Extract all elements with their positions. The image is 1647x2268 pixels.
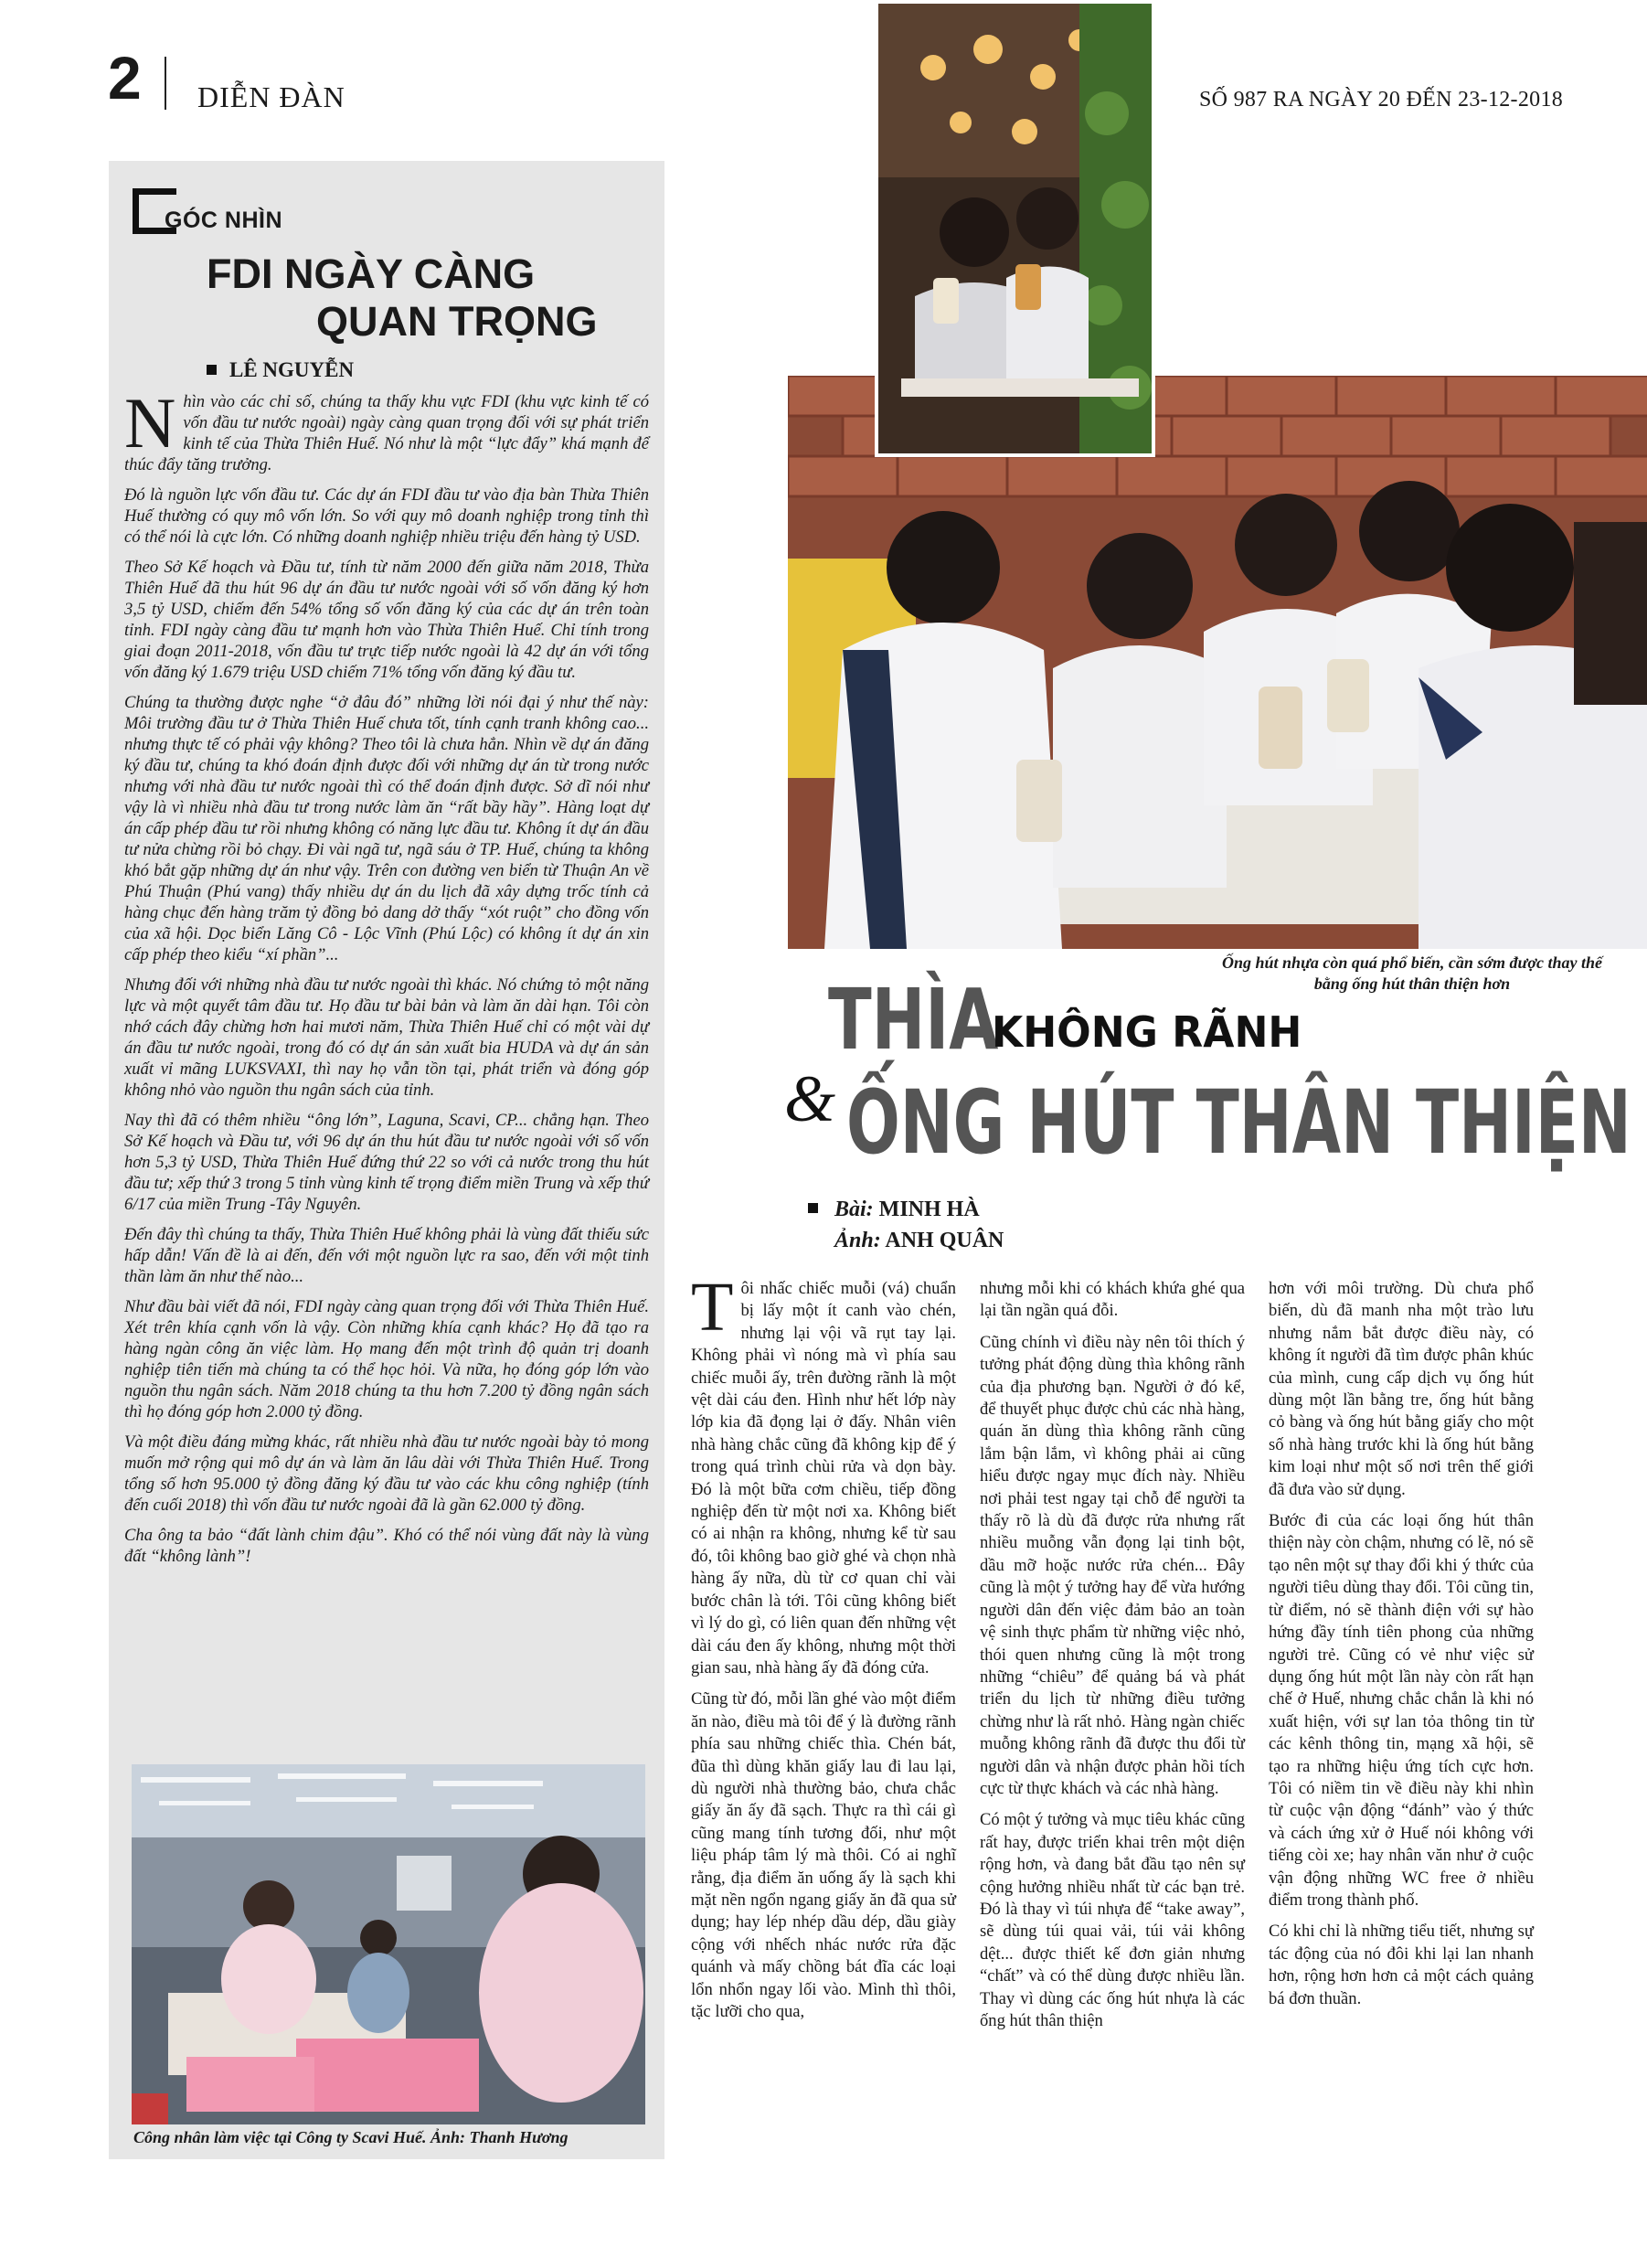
kicker-label: GÓC NHÌN [165,208,282,233]
cafe-photo-illustration [878,4,1152,453]
headline-thia: THÌA [828,971,999,1069]
page-number: 2 [108,44,142,112]
factory-workers-photo [132,1764,645,2124]
author-name: MINH HÀ [878,1198,980,1221]
students-photo-illustration [788,376,1647,949]
paragraph: Cũng từ đó, mỗi lần ghé vào một điểm ăn nào, điều mà tôi để ý là đường rãnh phía sau những chiếc thìa. Chén bát, đũa thì dùng khăn giấy lau đi lau lại, dù người nhà thường bảo, chưa chắc giấy ăn ấy đã sạch. Thực ra thì cái gì cũng mang tính tương đối, như một liệu pháp tâm lý mà thôi. Có ai nghĩ rằng, địa điểm ăn uống ấy là sạch khi mặt nền ngổn ngang giấy ăn đã qua sử dụng; hay lép nhép dầu dép, dầu giày cộng với nhếch nhác nước rửa đặc quánh và mấy chồng bát đĩa các loại lổn nhổn ngay lối vào. Mình thì thôi, tặc lưỡi cho qua, [691,1689,956,2021]
paragraph: Có khi chỉ là những tiểu tiết, nhưng sự tác động của nó đôi khi lại lan nhanh hơn, rộng hơn hơn cả một cách quảng bá đơn thuần. [1269,1922,1534,2008]
students-photo [788,376,1647,949]
author-label: Bài: [834,1198,874,1221]
paragraph-text: hìn vào các chỉ số, chúng ta thấy khu vực FDI (khu vực kinh tế có vốn đầu tư nước ngoài) ngày càng quan trọng đối với sự phát triển kinh tế của Thừa Thiên Huế. Nó như là một “lực đẩy” khá mạnh để thúc đẩy tăng trưởng. [124,392,649,474]
paragraph [124,383,649,475]
photographer-name: ANH QUÂN [885,1229,1004,1252]
paragraph: Nhưng đối với những nhà đầu tư nước ngoài thì khác. Nó chứng tỏ một năng lực và một quyết tâm đầu tư. Họ đầu tư bài bản và làm ăn dài hạn. Tôi còn nhớ cách đây chừng hơn hai mươi năm, Thừa Thiên Huế chỉ có một vài dự án đầu tư nước ngoài, trong đó có dự án sản xuất bia HUDA và dự án sản xuất vỉ mãng LUKSVAXI, thì nay họ vẫn tồn tại, phát triển và đóng góp không nhỏ vào nguồn thu ngân sách của tỉnh. [124,975,649,1100]
dropcap: T [691,1269,734,1346]
left-byline: LÊ NGUYỄN [207,358,354,382]
cafe-photo [875,0,1155,457]
left-title-line-1: FDI NGÀY CÀNG [207,250,536,297]
paragraph: Bước đi của các loại ống hút thân thiện này còn chậm, nhưng có lẽ, nó sẽ tạo nên một sự thay đổi khi ý thức của người tiêu dùng thay đổi. Tôi cũng tin, từ điểm, nó sẽ thành điện với sự hào hứng đầy tính tiên phong của những người trẻ. Cũng có vẻ như việc sử dụng ống hút một lần này còn rất hạn chế ở Huế, nhưng chắc chắn là khi nó xuất hiện, với sự lan tỏa thông tin từ các kênh thông tin, mạng xã hội, sẽ tạo ra những hiệu ứng tích cực hơn. Tôi có niềm tin về điều này khi nhìn từ cuộc vận động “đánh” vào ý thức và cách ứng xử ở Huế nói không với tiếng còi xe; hay nhân văn như ở cuộc vận động những WC free ở nhiều điểm trong thành phố. [1269,1511,1534,1910]
paragraph-text: ôi nhấc chiếc muỗi (vá) chuẩn bị lấy một ít canh vào chén, nhưng lại vội vã rụt tay lại. Không phải vì nóng mà vì phía sau chiếc muỗi ấy, trên đường rãnh là một vệt dài cáu đen. Hình như hết lớp này lớp kia đã đọng lại ở đấy. Nhân viên nhà hàng chắc cũng đã không kịp để ý trong quá trình chùi rửa và dọn bày. Đó là một bữa cơm chiều, tiếp đồng nghiệp đến từ một nơi xa. Không biết có ai nhận ra không, nhưng kể từ sau đó, tôi không bao giờ ghé và chọn nhà hàng ấy nữa, dù từ cơ quan chỉ vài bước chân là tới. Tôi cũng không biết vì lý do gì, có liên quan đến những vệt dài cáu đen ấy không, nhưng một thời gian sau, nhà hàng ấy đã đóng cửa. [691,1279,956,1677]
paragraph: Có một ý tưởng và mục tiêu khác cũng rất hay, được triển khai trên một diện rộng hơn, và đang bắt đầu tạo nên sự cộng hưởng nhiều nhất từ các bạn trẻ. Đó là thay vì túi nhựa để “take away”, sẽ dùng túi quai vải, túi vải không dệt... được thiết kế đơn giản nhưng “chất” và có thể dùng được nhiều lần. Thay vì dùng các ống hút nhựa là các ống hút thân thiện [980,1810,1245,2030]
paragraph: Chúng ta thường được nghe “ở đâu đó” những lời nói đại ý như thế này: Môi trường đầu tư ở Thừa Thiên Huế chưa tốt, tính cạnh tranh không cao... nhưng thực tế có phải vậy không? Theo tôi là chưa hẳn. Nhìn về dự án đăng ký đầu tư, chúng ta khó đoán định được đối với những dự án từ trong nước nhưng với nhà đầu tư nước ngoài thì có thể đoán định được. Sở dĩ nói như vậy là vì nhiều nhà đầu tư trong nước làm ăn “rất bầy hầy”. Hàng loạt dự án cấp phép đầu tư rồi nhưng không có năng lực đầu tư. Không ít dự án đầu tư nửa chừng rồi bỏ chạy. Đi vài ngã tư, ngã sáu ở TP. Huế, chúng ta không khó bắt gặp những dự án như vậy. Trên con đường ven biển từ Thuận An về Phú Thuận (Phú vang) thấy nhiều dự án du lịch đã xây dựng trốc tính cả hàng chục đến hàng trăm tỷ đồng bỏ dang dở thấy “xót ruột” cho đồng vốn của xã hội. Dọc biển Lăng Cô - Lộc Vĩnh (Phú Lộc) có không ít dự án xin cấp phép theo kiểu “xí phần”... [124,693,649,964]
paragraph: nhưng mỗi khi có khách khứa ghé qua lại tần ngần quá đỗi. [980,1279,1245,1321]
issue-date: SỐ 987 RA NGÀY 20 ĐẾN 23-12-2018 [1199,88,1564,112]
photo-label: Ảnh: [834,1229,881,1252]
headline-ong-hut: ỐNG HÚT THÂN THIỆN [846,1071,1631,1174]
dropcap: N [124,383,176,463]
article-column-2 [980,1278,1245,2041]
section-title: DIỄN ĐÀN [197,80,345,113]
paragraph: Theo Sở Kế hoạch và Đầu tư, tính từ năm 2000 đến giữa năm 2018, Thừa Thiên Huế đã thu hút 96 dự án đầu tư nước ngoài với số vốn đăng ký hơn 3,5 tỷ USD, chiếm đến 54% tổng số vốn đăng ký của các dự án trên toàn tỉnh. FDI ngày càng đầu tư mạnh hơn vào Thừa Thiên Huế. Chỉ tính trong giai đoạn 2011-2018, vốn đầu tư trực tiếp nước ngoài là 42 dự án với tổng vốn đăng ký 1.679 triệu USD chiếm 71% tổng vốn đăng ký đầu tư. [124,558,649,682]
article-column-1 [691,1269,956,2032]
left-title-line-2: QUAN TRỌNG [316,297,598,345]
article-column-3 [1269,1278,1534,2019]
factory-photo-caption: Công nhân làm việc tại Công ty Scavi Huế. Ảnh: Thanh Hương [133,2128,568,2146]
paragraph: Và một điều đáng mừng khác, rất nhiều nhà đầu tư nước ngoài bày tỏ mong muốn mở rộng qui mô dự án và làm ăn lâu dài với Thừa Thiên Huế. Trong tổng số hơn 95.000 tỷ đồng đăng ký đầu tư vào các khu công nghiệp (tính đến cuối 2018) thì vốn đầu tư nước ngoài đã là gần 62.000 tỷ đồng. [124,1432,649,1515]
photo-credit [808,1225,1004,1256]
left-article-title [201,250,640,346]
author-credit [808,1194,1004,1225]
headline-khong-ranh: KHÔNG RÃNH [992,1007,1302,1057]
headline-ampersand: & [784,1062,836,1135]
factory-photo-illustration [132,1764,645,2124]
paragraph: Như đầu bài viết đã nói, FDI ngày càng quan trọng đối với Thừa Thiên Huế. Xét trên khía cạnh vốn là vậy. Còn những khía cạnh khác? Họ đã tạo ra hàng ngàn công ăn việc làm. Họ mang đến một trình độ quản trị doanh nghiệp tiên tiến mà chúng ta có thể học hỏi. Và nữa, họ đóng góp lớn vào nguồn thu ngân sách. Năm 2018 chúng ta thu hơn 7.200 tỷ đồng ngân sách thì họ đóng góp hơn 2.000 tỷ đồng. [124,1297,649,1421]
paragraph: Cũng chính vì điều này nên tôi thích ý tưởng phát động dùng thìa không rãnh của địa phương bạn. Người ở đó kể, để thuyết phục được chủ các nhà hàng, quán ăn dùng thìa không rãnh cũng lắm bận lắm, vì không phải ai cũng hiểu được ngay mục đích này. Nhiều nơi phải test ngay tại chỗ để người ta thấy rõ là dù đã được rửa nhưng rất nhiều muỗng vẫn đọng lại tinh bột, dầu mỡ hoặc nước rửa chén... Đây cũng là một ý tưởng hay để vừa hướng người dân đến việc đảm bảo an toàn vệ sinh thực phẩm từ những việc nhỏ, thói quen nhưng cũng là một trong những “chiêu” để quảng bá và phát triển du lịch từ những điều tưởng chừng như là rất nhỏ. Hàng ngàn chiếc muỗng không rãnh đã được thu đổi từ người dân và nhận được phản hồi tích cực từ thực khách và các nhà hàng. [980,1332,1245,1798]
left-article-body [124,383,649,1576]
students-photo-caption: Ống hút nhựa còn quá phổ biến, cần sớm được thay thế bằng ống hút thân thiện hơn [1222,953,1602,993]
paragraph: Đến đây thì chúng ta thấy, Thừa Thiên Huế không phải là vùng đất thiếu sức hấp dẫn! Vấn đề là ai đến, đến với một nguồn lực ra sao, đến với một tinh thần làm ăn như thế nào... [124,1225,649,1286]
paragraph: Đó là nguồn lực vốn đầu tư. Các dự án FDI đầu tư vào địa bàn Thừa Thiên Huế thường có quy mô vốn lớn. So với quy mô doanh nghiệp trong tỉnh thì có thể nói là cực lớn. Có những doanh nghiệp nhiều triệu đến hàng tỷ USD. [124,485,649,547]
paragraph: hơn với môi trường. Dù chưa phổ biến, dù đã manh nha một trào lưu nhưng nắm bắt được điều này, có không ít người đã tìm được phân khúc của mình, cung cấp dịch vụ ống hút dùng một lần bằng tre, ống hút bằng cỏ bàng và ống hút bằng giấy cho một số nhà hàng trước khi là ống hút bằng kim loại như một số nơi trên thế giới đã đưa vào sử dụng. [1269,1279,1534,1499]
paragraph: Cha ông ta bảo “đất lành chim đậu”. Khó có thể nói vùng đất này là vùng đất “không lành”! [124,1526,649,1566]
paragraph: Nay thì đã có thêm nhiều “ông lớn”, Laguna, Scavi, CP... chẳng hạn. Theo Sở Kế hoạch và Đầu tư, với 96 dự án thu hút đầu tư nước ngoài với số vốn hơn 5,3 tỷ USD, Thừa Thiên Huế đứng thứ 22 so với cả nước trong thu hút đầu tư; xếp thứ 3 trong 5 tỉnh vùng kinh tế trọng điểm miền Trung và xếp thứ 6/17 của miền Trung -Tây Nguyên. [124,1111,649,1214]
article-credits [808,1194,1004,1256]
paragraph [691,1269,956,1679]
header-divider [165,57,166,110]
